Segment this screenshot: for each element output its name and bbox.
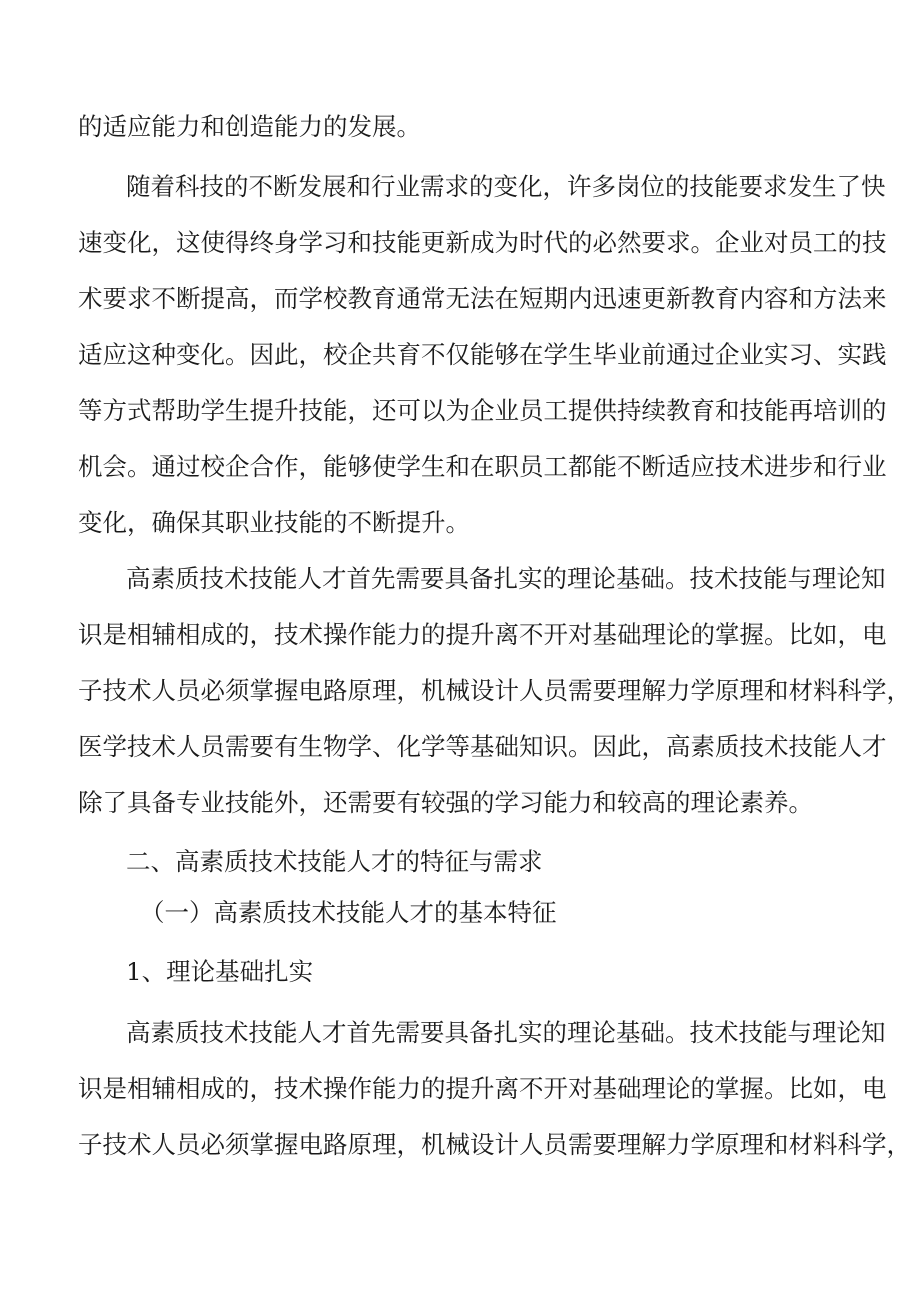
paragraph-line: 子技术人员必须掌握电路原理，机械设计人员需要理解力学原理和材料科学， (78, 1130, 911, 1159)
paragraph-line: 除了具备专业技能外，还需要有较强的学习能力和较高的理论素养。 (78, 788, 813, 817)
paragraph-line: 随着科技的不断发展和行业需求的变化，许多岗位的技能要求发生了快 (126, 172, 886, 201)
paragraph-line: 适应这种变化。因此，校企共育不仅能够在学生毕业前通过企业实习、实践 (78, 340, 887, 369)
item-heading: 1、理论基础扎实 (126, 957, 314, 986)
paragraph-line: 医学技术人员需要有生物学、化学等基础知识。因此，高素质技术技能人才 (78, 732, 887, 761)
subsection-heading: （一）高素质技术技能人才的基本特征 (140, 898, 557, 927)
paragraph-line: 等方式帮助学生提升技能，还可以为企业员工提供持续教育和技能再培训的 (78, 396, 887, 425)
paragraph-line: 识是相辅相成的，技术操作能力的提升离不开对基础理论的掌握。比如，电 (78, 1074, 887, 1103)
paragraph-line: 机会。通过校企合作，能够使学生和在职员工都能不断适应技术进步和行业 (78, 452, 887, 481)
paragraph-line: 速变化，这使得终身学习和技能更新成为时代的必然要求。企业对员工的技 (78, 228, 887, 257)
paragraph-line: 的适应能力和创造能力的发展。 (78, 112, 421, 141)
paragraph-line: 识是相辅相成的，技术操作能力的提升离不开对基础理论的掌握。比如，电 (78, 620, 887, 649)
section-heading: 二、高素质技术技能人才的特征与需求 (126, 847, 543, 876)
paragraph-line: 高素质技术技能人才首先需要具备扎实的理论基础。技术技能与理论知 (126, 564, 886, 593)
paragraph-line: 子技术人员必须掌握电路原理，机械设计人员需要理解力学原理和材料科学， (78, 676, 911, 705)
paragraph-line: 变化，确保其职业技能的不断提升。 (78, 508, 470, 537)
paragraph-line: 术要求不断提高，而学校教育通常无法在短期内迅速更新教育内容和方法来 (78, 284, 887, 313)
paragraph-line: 高素质技术技能人才首先需要具备扎实的理论基础。技术技能与理论知 (126, 1018, 886, 1047)
